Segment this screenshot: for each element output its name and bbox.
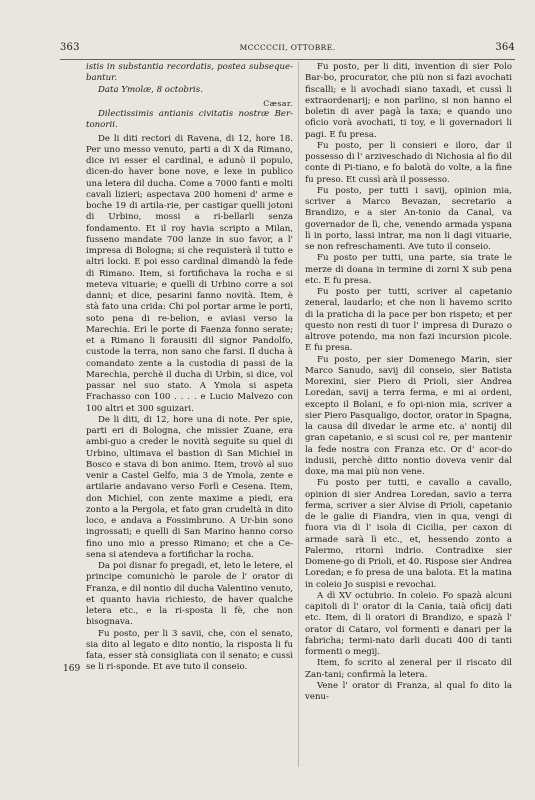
margin-number: 169 [63, 664, 81, 674]
right-column [305, 62, 512, 703]
paragraph: Data Ymolæ, 8 octobris. [98, 84, 203, 95]
paragraph: Fu posto, per li 3 savii, che, con el senato, sia dito al legato e dito nontio, la risposta li fu fata, esser stà consigliata con il senato; e cussì se li ri-sponde. Et ave tuto il conseio. [86, 628, 293, 673]
paragraph: Fu posto, per tutti i savij, opinion mia, scriver a Marco Bevazan, secretario a Brandizo, e a sier An-tonio da Canal, va governador de lì, che, venendo armada yspana lì in porto, lassi intrar, ma non li dagi vituarie, se non refreschamenti. Ave tuto il conseio. [305, 185, 512, 252]
paragraph: De li diti rectori di Ravena, di 12, hore 18. Per uno messo venuto, parti a di X da Rimano, dice ivi esser el cardinal, e adunò il populo, dicen-do haver bone nove, e lexe in publico una letera dil ducha. Come a 7000 fanti e molti cavali lizieri; aspectava 200 homeni d' arme e boche 19 di artila-rie, per castigar quelli jotoni di Urbino, mossi a ri-bellarli senza fondamento. Et il roy havia scripto a Milan, fusseno mandate 700 lanze in suo favor, a l' impresa di Bologna; si che requisterà il tutto e altri locki. E poi esso cardinal dimandò la fede di Rimano. Item, si fortifichava la rocha e si meteva vituarie; e quelli di Urbino corre a soi danni; et dice, pesarini fanno novità. Item, è stà fato una crida: Chi pol portar arme le porti, soto pena di re-belion, e aviasi verso la Marechia. Eri le porte di Faenza fonno serate; et a Rimano li forausiti dil signor Pandolfo, custode la terra, non sano che farsi. Il ducha à comandato zente a la custodia di passi de la Marechia, perchè il ducha di Urbin, si dice, vol passar nel suo stato. A Ymola si aspeta Frachasso con 100 . . . . e Lucio Malvezo con 100 altri et 300 sguizari. [86, 133, 293, 414]
page-header [60, 42, 515, 56]
running-title: MCCCCCII, OTTOBRE. [239, 43, 336, 52]
paragraph: Da poi disnar fo pregadi, et, leto le letere, el principe comunichò le parole de l' orator di Franza, e dil nontio dil ducha Valentino venuto, et quanto havia richiesto, de haver qualche letera etc., e la ri-sposta li fè, che non bisognava. [86, 561, 293, 628]
header-rule [60, 59, 515, 60]
paragraph: Fu posto, per li consieri e iloro, dar il possesso di l' arziveschado di Nichosia al fio dil conte di Pi-tiano, e fo balotà do volte, a la fine fu preso. Et cussì arà il possesso. [305, 140, 512, 185]
paragraph: Vene l' orator di Franza, al qual fo dito la venu- [305, 680, 512, 702]
paragraph: De li diti, di 12, hore una di note. Per spie, parti eri di Bologna, che missier Zuane, era ambi-guo a creder le novità seguite su quel di Urbino, ultimava el bastion di San Michiel in Bosco e stava di bon animo. Item, trovò al suo venir a Castel Gelfo, mia 3 de Ymola, zente e artilarie andavano verso Forlì e Cesena. Item, don Michiel, con zente maxime a piedi, era zonto a la Pergola, et fato gran crudeltà in dito loco, e andava a Fossimbruno. A Ur-bin sono ingrossati; e quelli di San Marino hanno corso fino uno mio a presso Rimano; et che a Ce-sena si atendeva a fortifichar la rocha. [86, 414, 293, 560]
paragraph: Item, fo scrito al zeneral per il riscato dil Zan-tani; confirmà la letera. [305, 658, 512, 680]
signature: Cæsar. [263, 98, 293, 108]
page-number-left: 363 [60, 42, 80, 53]
paragraph: Fu posto, per li diti, invention di sier Polo Bar-bo, procurator, che più non si fazi avochati fiscalli; e li avochadi siano taxadi, et cussì li extraordenarij; e non parlino, si non hanno el boletin di aver pagà la taxa; e quando uno oficio vorà avochati, ti toy, e li governadori li pagi. E fu presa. [305, 62, 512, 140]
page-number-right: 364 [495, 42, 515, 53]
paragraph: A dì XV octubrio. In coleio. Fo spazà alcuni capitoli di l' orator di la Cania, taià oficij dati etc. Item, di li oratori di Brandizo, e spazà l' orator di Cataro, vol formenti e danari per la fabricha; termi-nato darli ducati 400 di tanti formenti o megij. [305, 590, 512, 657]
paragraph: Fu posto per tutti, una parte, sia trate le merze di doana in termine di zorni X sub pena etc. E fu presa. [305, 253, 512, 286]
paragraph: Dilectissimis antianis civitatis nostræ Ber-tonorii. [86, 109, 293, 131]
paragraph: Fu posto per tutti, scriver al capetanio zeneral, laudarlo; et che non li havemo scrito di la praticha di la pace per bon rispeto; et per questo non resti di tuor l' impresa di Durazo o altrove potendo, ma non fazi incursion picole. E fu presa. [305, 287, 512, 354]
left-column [86, 62, 293, 674]
paragraph: Fu posto per tutti, e cavallo a cavallo, opinion di sier Andrea Loredan, savio a terra ferma, scriver a sier Alvise di Prioli, capetanio de le galie di Fiandra, vien in qua, vengi di fuora via di l' isola di Cicilia, per caxon di armade sarà lì etc., et, hessendo zonto a Palermo, ritornì indrio. Contradixe sier Domene-go di Prioli, et 40. Rispose sier Andrea Loredan; e fo presa de una balota. Et la matina in coleio Jo suspisi e revochai. [305, 478, 512, 590]
paragraph: istis in substantia recordatis, postea subseque-bantur. [86, 62, 293, 84]
column-divider [298, 62, 299, 767]
paragraph: Fu posto, per sier Domenego Marin, sier Marco Sanudo, savij dil conseio, sier Batista Morexini, sier Piero di Prioli, sier Andrea Loredan, savij a terra ferma, e mi ai ordeni, excepto il Bolani, e fo opi-nion mia, scriver a sier Piero Pasqualigo, doctor, orator in Spagna, la causa dil divedar le arme etc. a' nontij dil gran capetanio, e si scusi col re, per mantenir la fede nostra con Franza etc. Or d' acor-do indusii, perchè ditto nontio doveva venir dal doxe, ma mai più non vene. [305, 354, 512, 477]
